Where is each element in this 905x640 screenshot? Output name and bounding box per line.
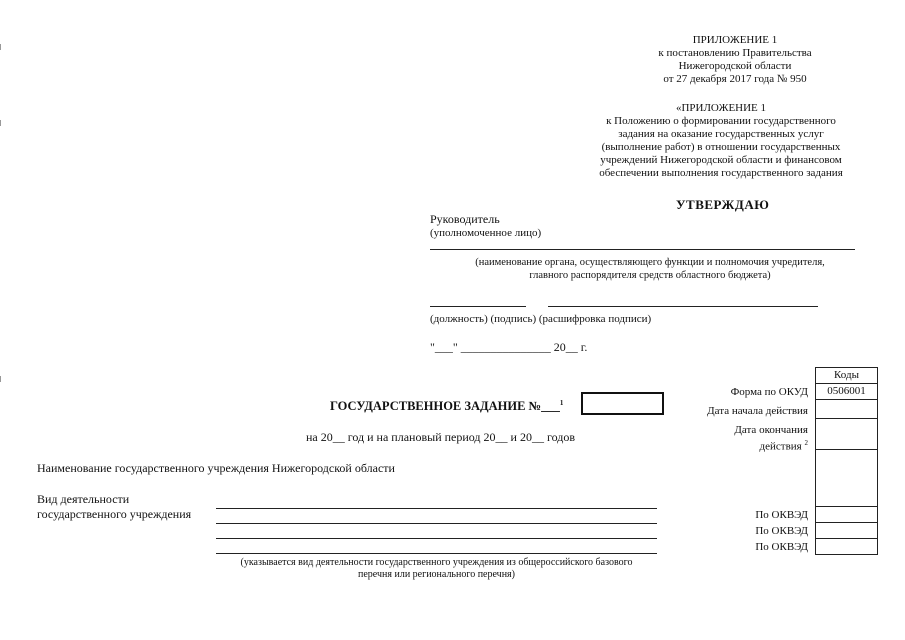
organ-caption-line: главного распорядителя средств областного бюджета) xyxy=(529,270,771,281)
scan-mark xyxy=(0,44,1,50)
blank-code-cell[interactable] xyxy=(815,449,878,507)
start-date-cell[interactable] xyxy=(815,399,878,419)
okved-label-2: По ОКВЭД xyxy=(755,525,808,537)
appendix2-line: задания на оказание государственных услуг xyxy=(618,128,824,140)
signature-line xyxy=(548,306,818,307)
okved-cell-2[interactable] xyxy=(815,522,878,539)
approval-date: "___" _______________ 20__ г. xyxy=(430,340,588,354)
end-date-cell[interactable] xyxy=(815,418,878,450)
scan-mark xyxy=(0,376,1,382)
task-period: на 20__ год и на плановый период 20__ и 20__ годов xyxy=(306,430,576,444)
codes-header: Коды xyxy=(815,367,878,384)
end-date-label-text: действия xyxy=(759,440,802,453)
activity-line-2 xyxy=(216,523,657,524)
signature-caption: (должность) (подпись) (расшифровка подписи) xyxy=(430,313,652,325)
activity-caption-line: перечня или регионального перечня) xyxy=(358,569,515,580)
activity-caption xyxy=(216,557,657,581)
okud-code: 0506001 xyxy=(815,383,878,400)
end-date-label xyxy=(734,424,808,454)
task-number-box[interactable] xyxy=(581,392,664,415)
end-date-footnote: 2 xyxy=(804,439,808,447)
appendix2-line: (выполнение работ) в отношении государственных xyxy=(601,141,841,153)
institution-label: Наименование государственного учреждения Нижегородской области xyxy=(37,461,395,475)
head-label: Руководитель xyxy=(430,212,500,226)
task-title-footnote: 1 xyxy=(559,399,564,407)
appendix1-line: Нижегородской области xyxy=(678,60,792,72)
appendix2-block xyxy=(583,102,859,180)
okved-cell-1[interactable] xyxy=(815,506,878,523)
appendix1-block xyxy=(600,34,870,86)
activity-line-1 xyxy=(216,508,657,509)
activity-line-4 xyxy=(216,553,657,554)
head-sub-label: (уполномоченное лицо) xyxy=(430,227,542,239)
organ-caption-line: (наименование органа, осуществляющего функции и полномочия учредителя, xyxy=(475,257,825,268)
appendix1-line: от 27 декабря 2017 года № 950 xyxy=(663,73,807,85)
start-date-label: Дата начала действия xyxy=(707,405,808,417)
appendix2-title: «ПРИЛОЖЕНИЕ 1 xyxy=(675,102,767,114)
scan-mark xyxy=(0,120,1,126)
okved-label-1: По ОКВЭД xyxy=(755,509,808,521)
activity-line-3 xyxy=(216,538,657,539)
okved-cell-3[interactable] xyxy=(815,538,878,555)
task-title xyxy=(330,399,563,414)
activity-caption-line: (указывается вид деятельности государственного учреждения из общероссийского базового xyxy=(240,557,633,568)
end-date-label-line xyxy=(734,437,808,454)
approve-title: УТВЕРЖДАЮ xyxy=(676,197,770,212)
okud-label: Форма по ОКУД xyxy=(730,386,808,398)
activity-label: государственного учреждения xyxy=(37,507,192,521)
task-title-text: ГОСУДАРСТВЕННОЕ ЗАДАНИЕ №___ xyxy=(330,399,560,414)
position-line xyxy=(430,306,526,307)
appendix2-line: обеспечении выполнения государственного задания xyxy=(599,167,843,179)
appendix1-line: к постановлению Правительства xyxy=(658,47,812,59)
end-date-label-line: Дата окончания xyxy=(734,424,808,436)
activity-label: Вид деятельности xyxy=(37,492,130,506)
appendix1-title: ПРИЛОЖЕНИЕ 1 xyxy=(692,34,778,46)
organ-line xyxy=(430,249,855,250)
organ-caption xyxy=(430,256,870,282)
appendix2-line: учреждений Нижегородской области и финансовом xyxy=(600,154,842,166)
okved-label-3: По ОКВЭД xyxy=(755,541,808,553)
appendix2-line: к Положению о формировании государственного xyxy=(606,115,836,127)
